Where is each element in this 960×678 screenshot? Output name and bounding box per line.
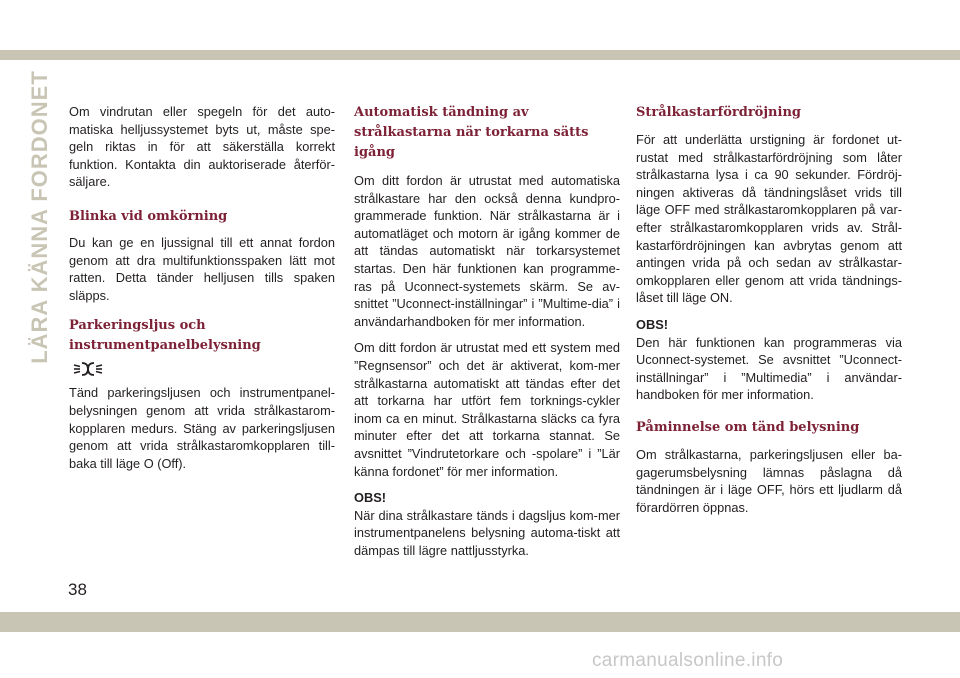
heading-automatisk-tandning: Automatisk tändning av strålkastarna när torkarna sätts igång [354, 105, 589, 160]
heading-parkeringsljus: Parkeringsljus och instrumentpanelbelysning [69, 318, 261, 354]
paragraph-fordrojning: För att underlätta urstigning är fordonet ut-rustat med strålkastarfördröjning som låter strålkastarna lysa i ca 90 sekunder. Fördröj-ningen aktiveras då tändningslåset vrids till läge OFF med strålkastaromkopplaren på var-efter strålkastaromkopplaren vrids av. Strål-kastarfördröjningen kan avbrytas genom att antingen vrida på och sedan av strålkastar-omkopplaren eller genom att vrida tändnings-låset till läge ON. [636, 132, 902, 306]
paragraph-automatisk-1: Om ditt fordon är utrustat med automatiska strålkastare har den också denna kundpro-grammerade funktion. När strålkastarna är i automatläget och motorn är igång kommer de att tändas automatiskt när torkarsystemet startas. Den här funktionen kan programme-ras på Uconnect-systemets skärm. Se av-snittet ”Uconnect-inställningar” i ”Multime-dia” i användarhandboken för mer information. [354, 173, 620, 329]
heading-blinka: Blinka vid omkörning [69, 208, 228, 224]
obs-title: OBS! [354, 490, 386, 506]
column-1 [69, 103, 335, 472]
paragraph-paminnelse: Om strålkastarna, parkeringsljusen eller ba-gagerumsbelysning lämnas påslagna då tändningen är i läge OFF, hörs ett ljudlarm då förardörren öppnas. [636, 446, 902, 515]
heading-paminnelse: Påminnelse om tänd belysning [636, 419, 860, 435]
intro-paragraph: Om vindrutan eller spegeln för det auto-matiska helljussystemet byts ut, måste spe-geln riktas in för att säkerställa korrekt funktion. Kontakta din auktoriserade återför-säljare. [69, 104, 335, 190]
obs-text: När dina strålkastare tänds i dagsljus kom-mer instrumentpanelens belysning automa-tiskt att dämpas till lägre nattljusstyrka. [354, 507, 620, 558]
parking-light-icon [73, 360, 103, 378]
paragraph-automatisk-2: Om ditt fordon är utrustat med ett system med ”Regnsensor” och det är aktiverat, kom-mer strålkastarna automatiskt att tändas efter det att torkarna har utfört fem torknings-cykler inom ca en minut. Strålkastarna släcks ca fyra minuter efter det att torkarna stannat. Se avsnittet ”Vindrutetorkare och -spolare” i ”Lär känna fordonet” för mer information. [354, 340, 620, 479]
top-band [0, 50, 960, 60]
paragraph-parkeringsljus: Tänd parkeringsljusen och instrumentpanel-belysningen genom att vrida strålkastarom-kopplaren medurs. Stäng av parkeringsljusen genom att vrida strålkastaromkopplaren till-baka till läge O (Off). [69, 385, 335, 471]
side-chapter-tab [22, 70, 58, 364]
obs-text: Den här funktionen kan programmeras via Uconnect-systemet. Se avsnittet ”Uconnect-inställningar” i ”Multimedia” i användar-handboken för mer information. [636, 334, 902, 403]
side-chapter-label: LÄRA KÄNNA FORDONET [27, 70, 53, 364]
page-number: 38 [68, 580, 87, 599]
bottom-band [0, 612, 960, 632]
paragraph-blinka: Du kan ge en ljussignal till ett annat fordon genom att dra multifunktionsspaken lätt mot ratten. Detta tänder helljusen tills spaken släpps. [69, 234, 335, 303]
column-3 [636, 103, 902, 516]
heading-fordrojning: Strålkastarfördröjning [636, 105, 801, 120]
column-2 [354, 103, 620, 559]
watermark: carmanualsonline.info [592, 650, 784, 671]
obs-title: OBS! [636, 316, 668, 332]
